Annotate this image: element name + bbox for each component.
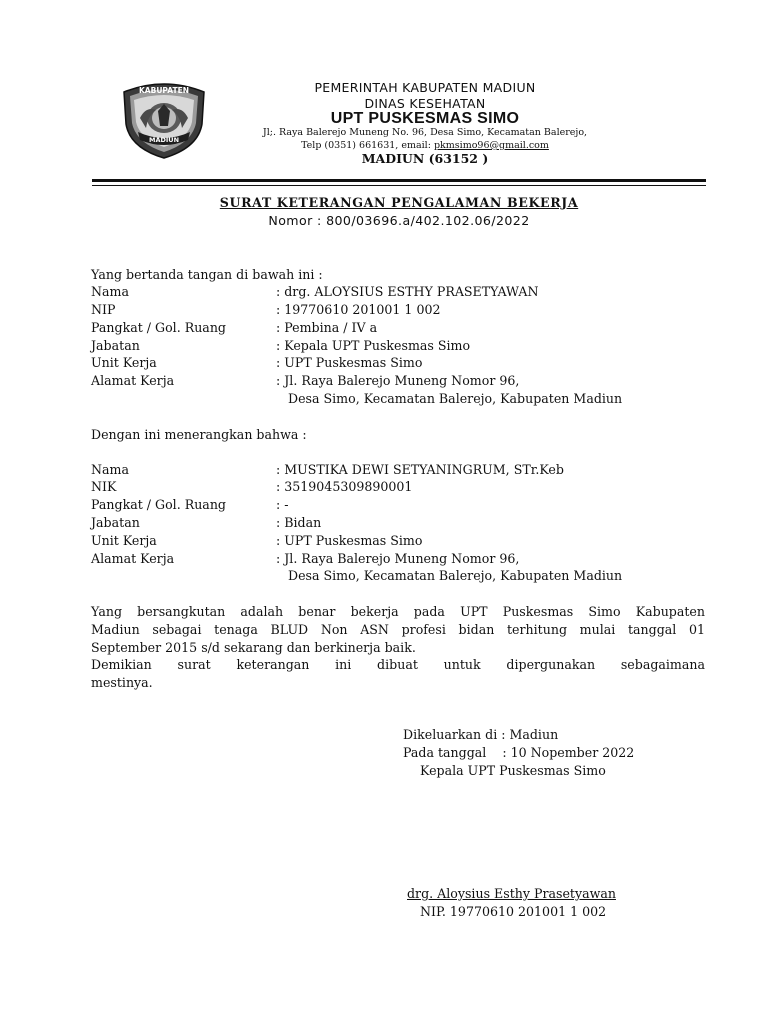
letterhead-government: PEMERINTAH KABUPATEN MADIUN [314,80,536,95]
signer-label: Unit Kerja [91,355,157,370]
paragraph-line: September 2015 s/d sekarang dan berkinerja baik. [91,639,416,655]
subject-label: Jabatan [91,515,140,530]
issued-position: Kepala UPT Puskesmas Simo [420,763,606,778]
signer-value: : 19770610 201001 1 002 [276,302,441,317]
signer-label: NIP [91,302,116,317]
subject-value: : Bidan [276,515,322,530]
signatory-nip: NIP. 19770610 201001 1 002 [420,904,607,919]
signer-value: : drg. ALOYSIUS ESTHY PRASETYAWAN [276,284,539,299]
signer-value: : Jl. Raya Balerejo Muneng Nomor 96, [276,373,520,388]
subject-label: Unit Kerja [91,533,157,548]
logo-text-top: KABUPATEN [139,86,189,95]
signer-label: Pangkat / Gol. Ruang [91,320,226,335]
statement-intro: Dengan ini menerangkan bahwa : [91,427,307,442]
statement-paragraph [91,603,705,692]
paragraph-line: Yang bersangkutan adalah benar bekerja pada UPT Puskesmas Simo Kabupaten [91,604,705,619]
subject-value: : - [276,497,289,512]
subject-label: Alamat Kerja [91,551,175,566]
subject-label: NIK [91,479,117,494]
letterhead-contact [210,140,640,151]
letterhead-rule-thick [92,179,706,182]
paragraph-line: mestinya. [91,675,153,691]
paragraph-line: Demikian surat keterangan ini dibuat untuk dipergunakan sebagaimana [91,657,705,673]
document-number: Nomor : 800/03696.a/402.102.06/2022 [268,213,530,228]
subject-value: : UPT Puskesmas Simo [276,533,423,548]
issued-date: Pada tanggal : 10 Nopember 2022 [403,745,635,760]
letterhead-city: MADIUN (63152 ) [361,151,489,166]
signer-label: Alamat Kerja [91,373,175,388]
intro-text: Yang bertanda tangan di bawah ini : [91,267,323,282]
subject-value: : 3519045309890001 [276,479,413,494]
subject-value-continued: Desa Simo, Kecamatan Balerejo, Kabupaten Madiun [288,568,623,583]
letterhead-address: Jl;. Raya Balerejo Muneng No. 96, Desa Simo, Kecamatan Balerejo, [262,127,588,138]
issued-place: Dikeluarkan di : Madiun [403,727,559,742]
letterhead-department: DINAS KESEHATAN [364,96,486,111]
signer-value: : UPT Puskesmas Simo [276,355,423,370]
signer-value-continued: Desa Simo, Kecamatan Balerejo, Kabupaten Madiun [288,391,623,406]
subject-value: : Jl. Raya Balerejo Muneng Nomor 96, [276,551,520,566]
signer-label: Jabatan [91,338,140,353]
kabupaten-madiun-crest-icon [118,78,210,160]
signatory-name: drg. Aloysius Esthy Prasetyawan [407,886,616,901]
logo-text-bottom: MADIUN [148,136,180,144]
document-title: SURAT KETERANGAN PENGALAMAN BEKERJA [219,195,579,210]
letterhead-office: UPT PUSKESMAS SIMO [330,110,520,127]
subject-value: : MUSTIKA DEWI SETYANINGRUM, STr.Keb [276,462,564,477]
letterhead-phone: Telp (0351) 661631, email: [301,140,434,151]
letterhead-email-link[interactable]: pkmsimo96@gmail.com [433,140,549,151]
signer-value: : Kepala UPT Puskesmas Simo [276,338,471,353]
paragraph-line: Madiun sebagai tenaga BLUD Non ASN profesi bidan terhitung mulai tanggal 01 [91,621,705,637]
subject-label: Nama [91,462,129,477]
letterhead-rule-thin [92,185,706,186]
signer-value: : Pembina / IV a [276,320,378,335]
subject-label: Pangkat / Gol. Ruang [91,497,226,512]
signer-label: Nama [91,284,129,299]
